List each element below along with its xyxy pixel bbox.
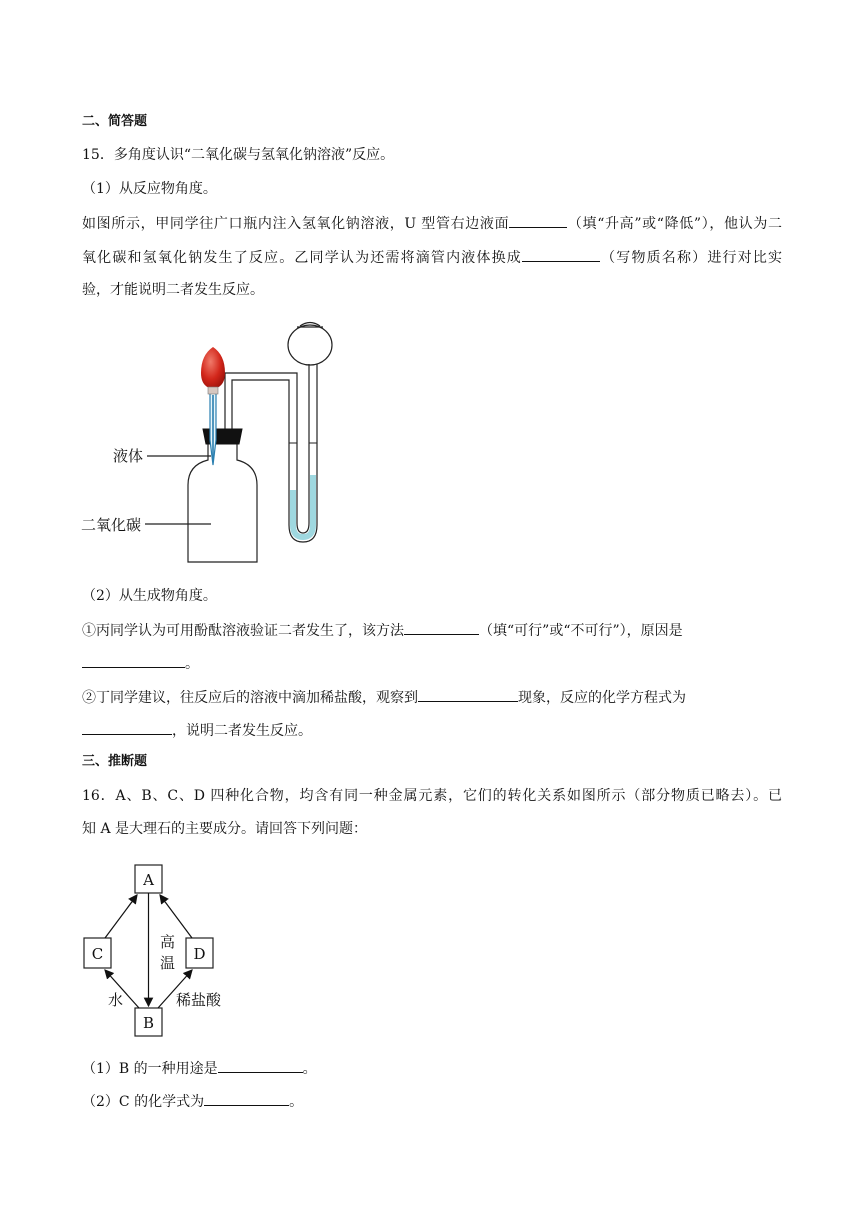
q15-sub2-text-b: 现象，反应的化学方程式为	[518, 690, 686, 706]
q16-sub2-text: （2）C 的化学式为	[82, 1094, 205, 1110]
answer-blank-c-formula[interactable]	[204, 1090, 289, 1106]
node-b	[135, 1008, 162, 1036]
q16-sub2-end: 。	[289, 1094, 304, 1110]
answer-blank-liquid-level[interactable]	[509, 212, 567, 228]
answer-blank-feasibility[interactable]	[404, 619, 479, 635]
rubber-stopper	[203, 429, 242, 444]
q15-sub1-text-a: ①丙同学认为可用酚酞溶液验证二者发生了，该方法	[82, 623, 404, 639]
conversion-diagram	[75, 860, 245, 1040]
q15-p2-text-b: （写物质名称）进行对比实	[599, 250, 783, 266]
q16-stem-line-1: 16．A、B、C、D 四种化合物，均含有同一种金属元素，它们的转化关系如图所示（部分物质已略去）。已	[82, 788, 782, 804]
q15-sub1-line	[82, 619, 683, 641]
label-water: 水	[108, 991, 124, 1009]
q16-stem-line-2: 知 A 是大理石的主要成分。请回答下列问题：	[82, 821, 368, 837]
label-dilute-hcl: 稀盐酸	[176, 991, 222, 1009]
q15-part1-title: （1）从反应物角度。	[82, 181, 217, 197]
node-a	[135, 865, 162, 893]
label-carbon-dioxide: 二氧化碳	[81, 516, 142, 534]
q15-paragraph-line-1	[82, 212, 782, 234]
u-tube-liquid	[293, 475, 313, 537]
label-liquid: 液体	[113, 447, 144, 465]
answer-blank-equation[interactable]	[82, 719, 172, 735]
q16-sub1-text: （1）B 的一种用途是	[82, 1061, 218, 1077]
q15-p1-text-b: （填“升高”或“降低”），他认为二	[567, 216, 782, 232]
label-high-temp-1: 高	[160, 933, 176, 951]
q15-paragraph-line-3: 验，才能说明二者发生反应。	[82, 282, 264, 298]
q15-sub2-line	[82, 686, 686, 708]
node-c	[84, 938, 111, 968]
label-high-temp-2: 温	[160, 954, 176, 972]
section-title-inference: 三、推断题	[82, 754, 148, 769]
q15-sub1-reason-line	[82, 652, 199, 674]
node-d	[186, 938, 213, 968]
svg-text:D: D	[193, 945, 206, 963]
q15-part2-title: （2）从生成物角度。	[82, 588, 217, 604]
q15-sub1-text-b: （填“可行”或“不可行”），原因是	[479, 623, 683, 639]
section-title-short-answer: 二、简答题	[82, 114, 148, 129]
q15-sub2-equation-line	[82, 719, 312, 741]
apparatus-figure	[75, 315, 375, 575]
answer-blank-b-usage[interactable]	[218, 1057, 303, 1073]
arrow-c-to-a	[105, 895, 137, 938]
q15-sub1-end: 。	[185, 656, 199, 672]
q15-paragraph-line-2	[82, 246, 782, 268]
svg-text:A: A	[143, 871, 154, 889]
svg-text:B: B	[142, 1014, 155, 1032]
funnel-bulb	[288, 323, 332, 366]
answer-blank-reason[interactable]	[82, 652, 185, 668]
arrow-d-to-a	[160, 895, 192, 938]
q16-sub1-end: 。	[302, 1061, 317, 1077]
svg-text:C: C	[91, 945, 104, 963]
dropper-bulb	[201, 347, 225, 389]
answer-blank-substance-name[interactable]	[522, 246, 600, 262]
q15-p2-text-a: 氧化碳和氢氧化钠发生了反应。乙同学认为还需将滴管内液体换成	[82, 250, 522, 266]
answer-blank-phenomenon[interactable]	[418, 686, 518, 702]
wide-mouth-bottle	[188, 443, 257, 562]
q15-stem: 15．多角度认识“二氧化碳与氢氧化钠溶液”反应。	[82, 147, 395, 163]
q15-sub2-text-c: ，说明二者发生反应。	[172, 723, 312, 739]
q15-sub2-text-a: ②丁同学建议，往反应后的溶液中滴加稀盐酸，观察到	[82, 690, 418, 706]
q16-sub2-line	[82, 1090, 303, 1112]
q16-sub1-line	[82, 1057, 317, 1079]
q15-p1-text-a: 如图所示，甲同学往广口瓶内注入氢氧化钠溶液，U 型管右边液面	[82, 216, 510, 232]
